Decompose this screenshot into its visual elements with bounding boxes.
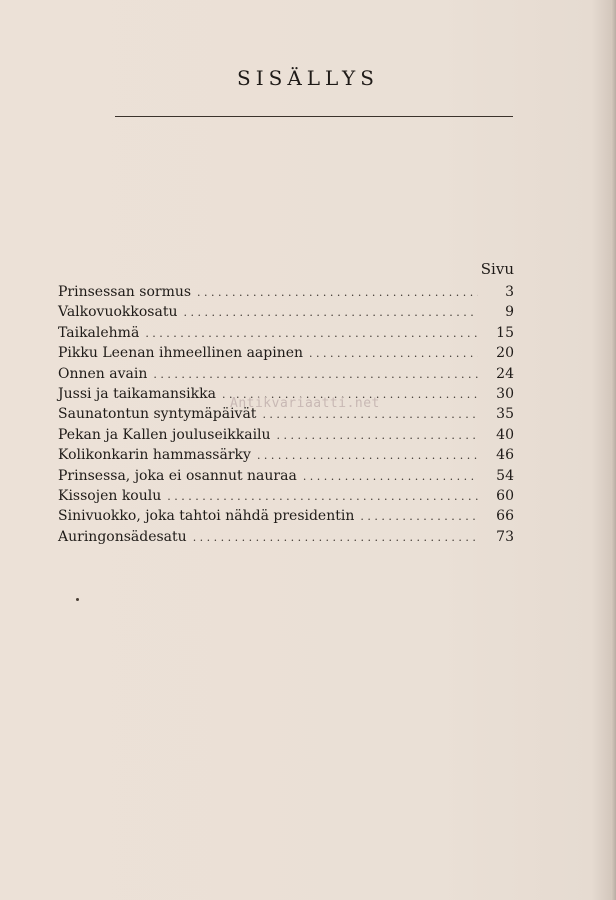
toc-entry-title: Pikku Leenan ihmeellinen aapinen (58, 345, 304, 362)
page-edge (611, 0, 616, 900)
title-divider (115, 116, 513, 117)
toc-entry-page: 15 (496, 324, 514, 341)
toc-entry (58, 468, 514, 488)
toc-entry-title: Kissojen koulu (58, 487, 162, 504)
toc-entry-title: Jussi ja taikamansikka (58, 385, 216, 402)
toc-entry-page: 60 (496, 487, 514, 504)
toc-entry (58, 488, 514, 508)
page-title: SISÄLLYS (237, 66, 379, 90)
watermark-text: Antikvariaatti.net (230, 396, 380, 411)
toc-entry-page: 46 (496, 447, 514, 464)
toc-entry (58, 284, 514, 304)
toc-entry (58, 325, 514, 345)
dot-leader (303, 470, 478, 483)
toc-entry-title: Saunatontun syntymäpäivät (58, 406, 257, 423)
toc-entry-title: Pekan ja Kallen jouluseikkailu (58, 426, 271, 443)
toc-entry-title: Prinsessan sormus (58, 284, 192, 300)
toc-entry-title: Kolikonkarin hammassärky (58, 447, 251, 464)
toc-entry-title: Prinsessa, joka ei osannut nauraa (58, 467, 297, 484)
dot-leader (277, 429, 478, 442)
toc-entry (58, 529, 514, 549)
toc-entry-title: Onnen avain (58, 365, 148, 382)
toc-entry (58, 427, 514, 447)
toc-entry-page: 9 (505, 304, 514, 321)
toc-entry-page: 30 (496, 385, 514, 402)
toc-entry-page: 35 (496, 406, 514, 423)
page-column-header: Sivu (480, 260, 514, 278)
dot-leader (184, 306, 479, 319)
toc-entry (58, 508, 514, 528)
toc-entry (58, 366, 514, 386)
dot-leader (145, 327, 478, 340)
toc-entry-page: 24 (496, 365, 514, 382)
dot-leader (153, 368, 478, 381)
toc-entry-title: Auringonsädesatu (58, 528, 187, 545)
toc-entry-title: Valkovuokkosatu (58, 304, 178, 321)
toc-entry-page: 73 (496, 528, 514, 545)
dot-leader (360, 510, 478, 523)
toc-entry-page: 66 (496, 508, 514, 525)
toc-entry (58, 447, 514, 467)
toc-entry (58, 345, 514, 365)
dot-leader (197, 286, 478, 299)
toc-entry-page: 54 (496, 467, 514, 484)
toc-entry-page: 3 (505, 284, 514, 300)
paper-speck (76, 598, 79, 601)
toc-entry-page: 20 (496, 345, 514, 362)
toc-entry-title: Taikalehmä (58, 324, 140, 341)
toc-entry (58, 304, 514, 324)
dot-leader (309, 347, 478, 360)
toc-entry-title: Sinivuokko, joka tahtoi nähdä presidentin (58, 508, 355, 525)
dot-leader (193, 531, 478, 544)
toc-entry-page: 40 (496, 426, 514, 443)
dot-leader (167, 490, 478, 503)
dot-leader (257, 449, 478, 462)
